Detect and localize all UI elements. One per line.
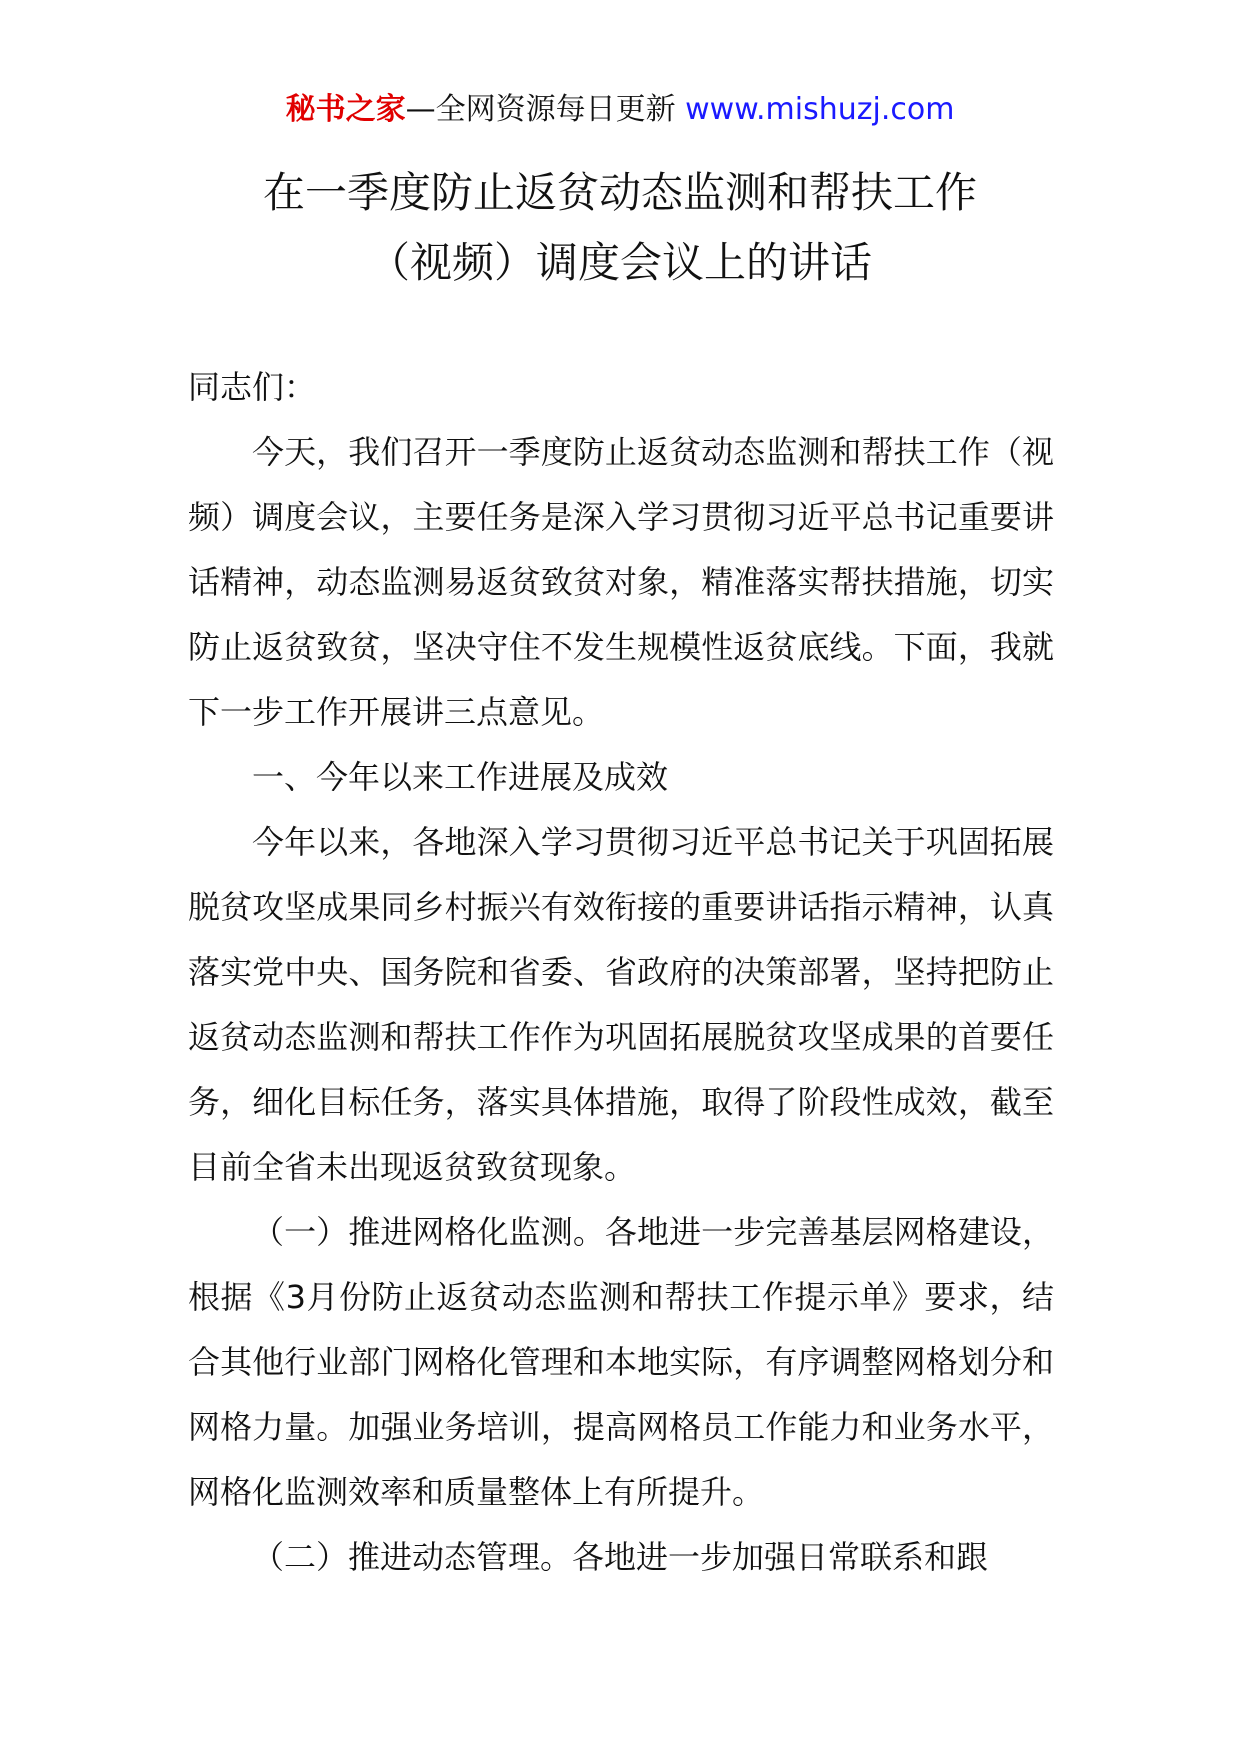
title-line-2: （视频）调度会议上的讲话: [367, 238, 872, 287]
document-title: [0, 158, 1240, 298]
site-brand: 秘书之家: [285, 92, 406, 127]
section-heading-1: 一、今年以来工作进展及成效: [252, 758, 669, 796]
paragraph-progress: 今年以来，各地深入学习贯彻习近平总书记关于巩固拓展脱贫攻坚成果同乡村振兴有效衔接的重要讲话指示精神，认真落实党中央、国务院和省委、省政府的决策部署，坚持把防止返贫动态监测和帮扶工作作为巩固拓展脱贫攻坚成果的首要任务，细化目标任务，落实具体措施，取得了阶段性成效，截至目前全省未出现返贫致贫现象。: [188, 823, 1054, 1186]
paragraph-dynamic-management: （二）推进动态管理。各地进一步加强日常联系和跟: [252, 1538, 989, 1576]
site-header: [0, 90, 1240, 130]
paragraph-intro: 今天，我们召开一季度防止返贫动态监测和帮扶工作（视频）调度会议，主要任务是深入学习贯彻习近平总书记重要讲话精神，动态监测易返贫致贫对象，精准落实帮扶措施，切实防止返贫致贫，坚决守住不发生规模性返贫底线。下面，我就下一步工作开展讲三点意见。: [188, 433, 1054, 731]
document-body: [188, 355, 1054, 1590]
site-url-link[interactable]: www.mishuzj.com: [685, 92, 955, 127]
salutation: 同志们：: [188, 368, 317, 406]
title-line-1: 在一季度防止返贫动态监测和帮扶工作: [262, 168, 977, 217]
paragraph-grid-monitoring: （一）推进网格化监测。各地进一步完善基层网格建设，根据《3月份防止返贫动态监测和帮扶工作提示单》要求，结合其他行业部门网格化管理和本地实际，有序调整网格划分和网格力量。加强业务培训，提高网格员工作能力和业务水平，网格化监测效率和质量整体上有所提升。: [188, 1213, 1054, 1511]
site-slogan: —全网资源每日更新: [405, 92, 676, 127]
